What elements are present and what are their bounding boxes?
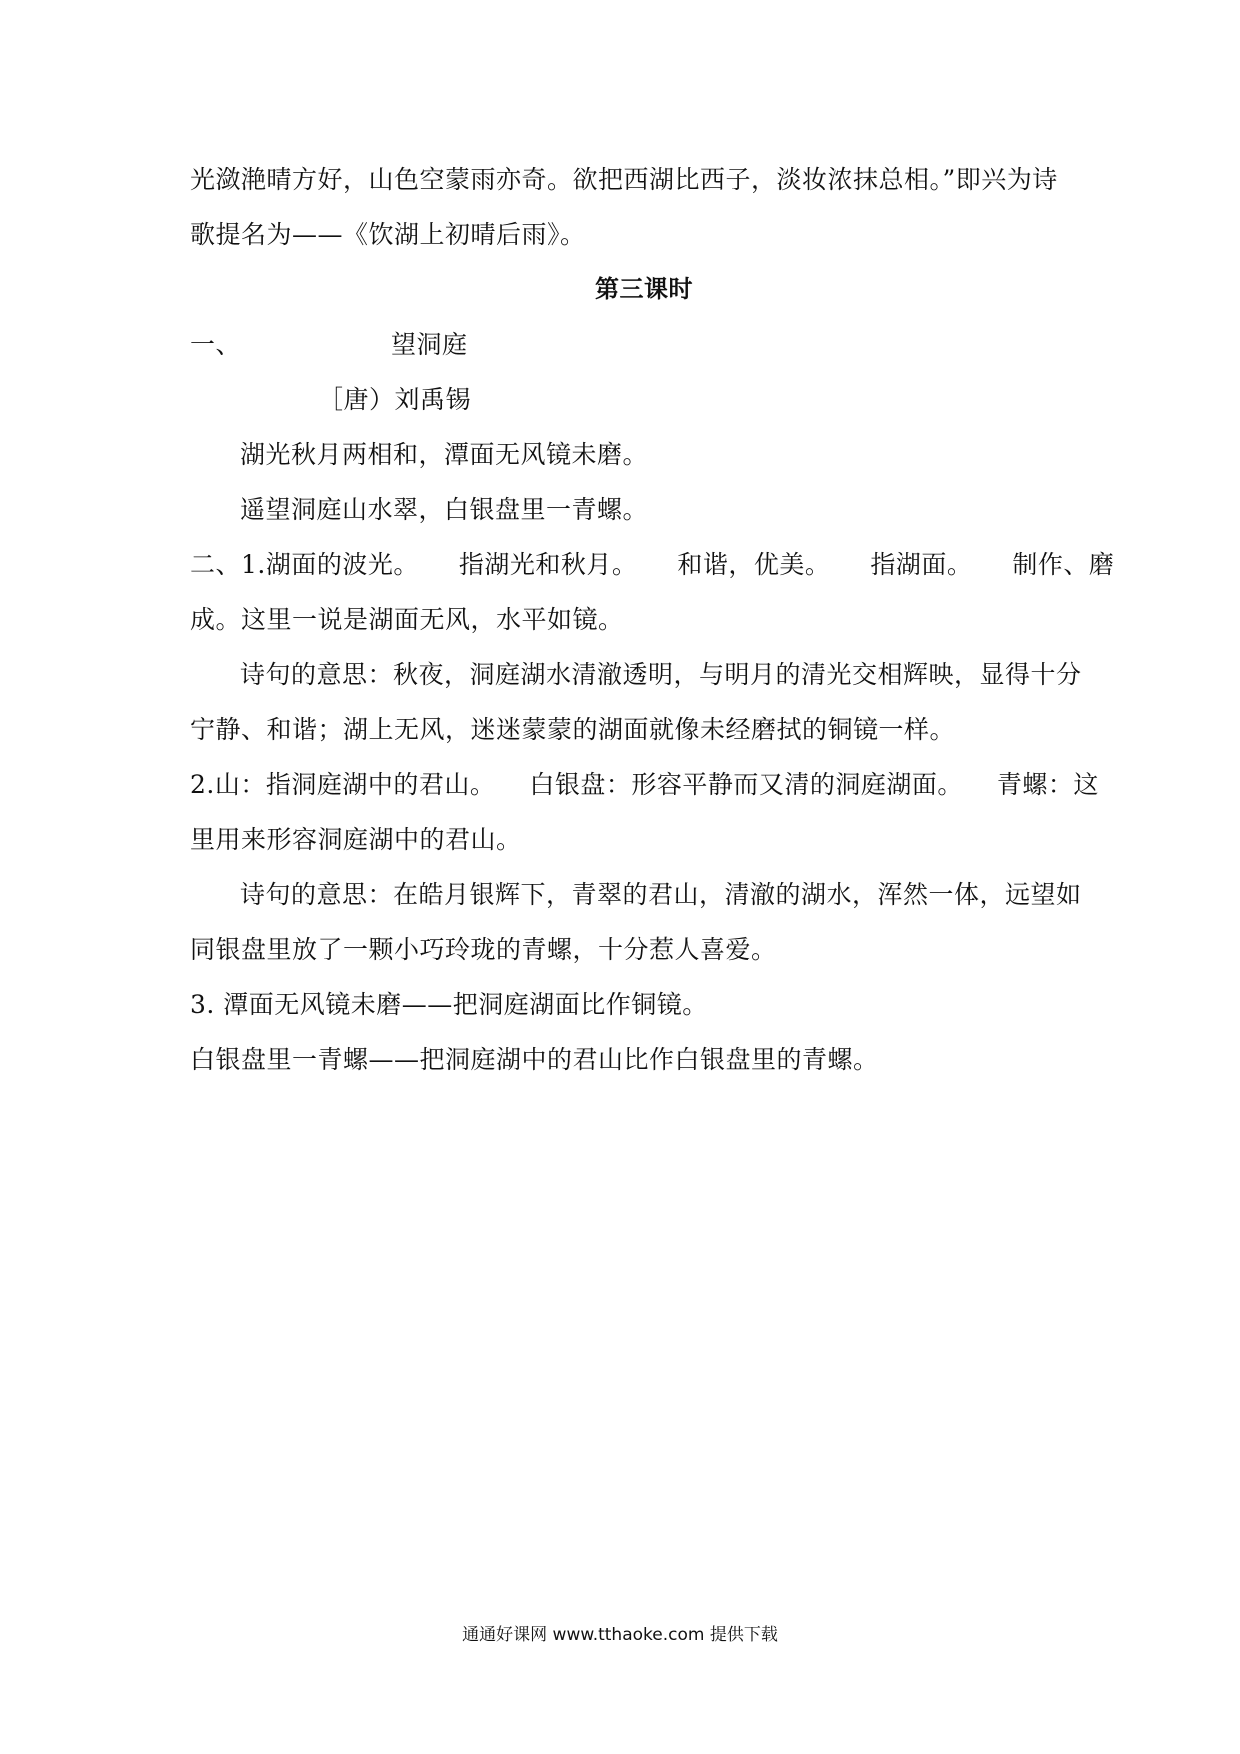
document-body — [190, 152, 1115, 1087]
meaning-2-line-2: 同银盘里放了一颗小巧玲珑的青螺，十分惹人喜爱。 — [190, 935, 777, 964]
poem-line-2: 遥望洞庭山水翠，白银盘里一青螺。 — [240, 495, 649, 524]
meaning-1-line-2: 宁静、和谐；湖上无风，迷迷蒙蒙的湖面就像未经磨拭的铜镜一样。 — [190, 715, 956, 744]
footer-credit: 通通好课网 www.tthaoke.com 提供下载 — [462, 1625, 778, 1645]
item-2-note-c: 青螺：这 — [996, 770, 1099, 799]
poem-number: 一、 — [190, 330, 242, 359]
note-1: 湖面的波光。 — [265, 550, 419, 579]
notes-line-1 — [190, 537, 1115, 592]
item-2-line-1 — [190, 757, 1099, 812]
note-3: 和谐，优美。 — [677, 550, 831, 579]
poem-title: 望洞庭 — [391, 330, 468, 359]
meaning-2-line-1: 诗句的意思：在皓月银辉下，青翠的君山，清澈的湖水，浑然一体，远望如 — [240, 880, 1082, 909]
carryover-line-2: 歌提名为——《饮湖上初晴后雨》。 — [190, 220, 586, 249]
carryover-line-1: 光潋滟晴方好，山色空蒙雨亦奇。欲把西湖比西子，淡妆浓抹总相。”即兴为诗 — [190, 165, 1058, 194]
item-2-continued: 里用来形容洞庭湖中的君山。 — [190, 825, 522, 854]
poem-heading — [190, 317, 1058, 372]
section-title: 第三课时 — [595, 275, 693, 303]
item-3-line-2: 白银盘里一青螺——把洞庭湖中的君山比作白银盘里的青螺。 — [190, 1045, 879, 1074]
item-2-note-a: 2.山：指洞庭湖中的君山。 — [190, 770, 496, 799]
poem-line-1: 湖光秋月两相和，潭面无风镜未磨。 — [240, 440, 649, 469]
note-5: 制作、磨 — [1012, 550, 1115, 579]
note-5-continued: 成。这里一说是湖面无风，水平如镜。 — [190, 605, 624, 634]
notes-prefix: 二、1. — [190, 550, 266, 579]
item-3-line-1: 3. 潭面无风镜未磨——把洞庭湖面比作铜镜。 — [190, 990, 708, 1019]
note-2: 指湖光和秋月。 — [458, 550, 638, 579]
poem-author: ［唐）刘禹锡 — [318, 385, 472, 414]
meaning-1-line-1: 诗句的意思：秋夜，洞庭湖水清澈透明，与明月的清光交相辉映，显得十分 — [240, 660, 1082, 689]
item-2-note-b: 白银盘：形容平静而又清的洞庭湖面。 — [529, 770, 963, 799]
note-4: 指湖面。 — [870, 550, 973, 579]
